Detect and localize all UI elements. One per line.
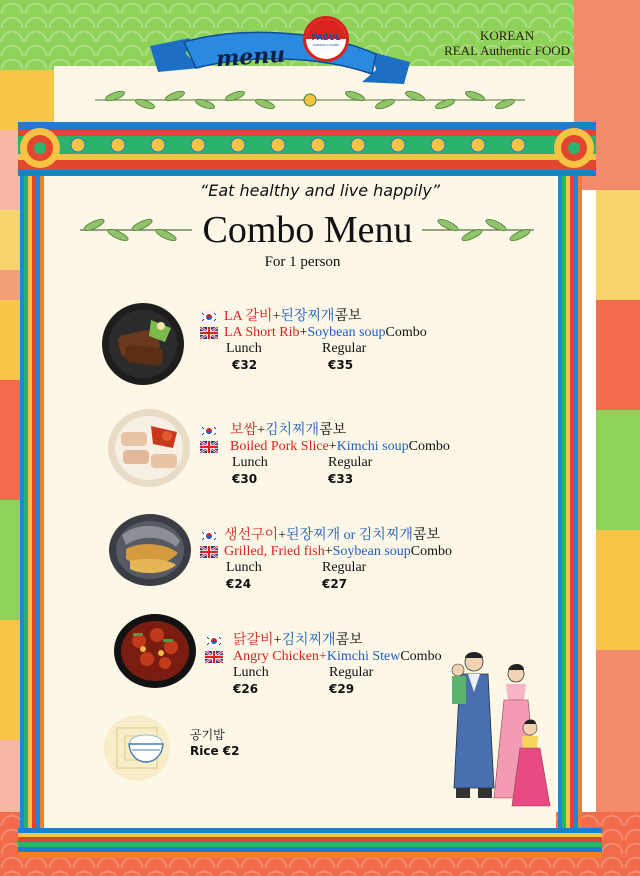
item-plus: +: [272, 309, 281, 324]
item-suffix-en: Combo: [385, 325, 427, 340]
slogan: “Eat healthy and live happily”: [199, 181, 441, 200]
item-suffix-en: Combo: [408, 439, 450, 454]
uk-flag-icon: [200, 441, 218, 453]
item-main-en: Grilled, Fried fish: [224, 544, 325, 559]
item-main-ko: 보쌈: [230, 423, 258, 438]
item-main-ko: 닭갈비: [233, 633, 274, 648]
item-plus: +: [299, 325, 308, 340]
lunch-label: Lunch: [226, 560, 262, 575]
bg-left-strip: [0, 500, 20, 620]
item-plus: +: [318, 649, 327, 664]
menu-item-la-galbi: [200, 309, 427, 373]
lunch-price: €32: [232, 358, 258, 372]
regular-price: €35: [328, 358, 354, 372]
korea-flag-icon: [205, 635, 223, 647]
item-main-en: Boiled Pork Slice: [230, 439, 329, 454]
price-labels: [200, 341, 427, 357]
dish-photo-grilled-fish: [108, 513, 192, 587]
left-pillar: [20, 176, 44, 840]
rice-price: Rice €2: [190, 744, 240, 758]
bg-right-strip: [596, 530, 640, 650]
bg-left-strip: [0, 380, 20, 500]
uk-flag-icon: [205, 651, 223, 663]
page-title: Combo Menu: [202, 209, 413, 251]
bg-left-strip: [0, 620, 20, 740]
item-english-name: [200, 325, 427, 341]
lunch-price: €30: [232, 472, 258, 486]
item-suffix-ko: 콤보: [412, 528, 440, 543]
brand-sub: KOREAN CUISINE: [313, 43, 339, 47]
korea-flag-icon: [200, 311, 218, 323]
brand-name: PABUL: [311, 33, 341, 42]
menu-item-grilled-fish: [200, 528, 452, 592]
item-suffix-en: Combo: [400, 649, 442, 664]
item-english-name: [200, 439, 450, 455]
item-english-name: [205, 649, 442, 665]
price-labels: [200, 455, 450, 471]
korean-family-illustration: [440, 648, 556, 816]
bg-left-strip: [0, 300, 20, 380]
dancheong-top-border: [18, 122, 596, 176]
item-main-en: Angry Chicken: [233, 649, 319, 664]
korea-flag-icon: [200, 530, 218, 542]
item-suffix-ko: 콤보: [319, 423, 347, 438]
regular-label: Regular: [322, 560, 367, 575]
item-korean-name: [205, 633, 442, 649]
item-side-en: Soybean soup: [307, 325, 386, 340]
item-main-ko: LA 갈비: [224, 309, 273, 324]
item-plus: +: [278, 528, 287, 543]
dish-photo-bossam: [107, 408, 191, 488]
right-pillar: [558, 176, 582, 840]
lunch-price: €26: [233, 682, 259, 696]
regular-label: Regular: [328, 455, 373, 470]
item-suffix-en: Combo: [410, 544, 453, 559]
item-english-name: [200, 544, 452, 560]
dish-photo-la-galbi: [101, 302, 185, 386]
price-values: [200, 576, 452, 592]
uk-flag-icon: [200, 546, 218, 558]
item-plus: +: [324, 544, 333, 559]
menu-label: menu: [215, 41, 287, 73]
price-labels: [205, 665, 442, 681]
regular-price: €29: [329, 682, 355, 696]
rice-korean: 공기밥: [190, 728, 225, 742]
regular-label: Regular: [329, 665, 374, 680]
item-main-ko: 생선구이: [224, 528, 279, 543]
item-side-en: Soybean soup: [332, 544, 411, 559]
item-main-en: LA Short Rib: [224, 325, 300, 340]
item-korean-name: [200, 528, 452, 544]
item-plus: +: [257, 423, 265, 438]
bg-left-strip: [0, 70, 54, 130]
item-korean-name: [200, 309, 427, 325]
price-values: [205, 681, 442, 697]
regular-price: €27: [322, 577, 348, 591]
rice-item: [190, 727, 239, 759]
item-side-ko: 된장찌개 or 김치찌개: [286, 528, 413, 543]
regular-label: Regular: [322, 341, 367, 356]
lunch-price: €24: [226, 577, 252, 591]
dancheong-bottom-border: [18, 828, 602, 858]
regular-price: €33: [328, 472, 354, 486]
tagline-line1: KOREAN: [479, 28, 535, 43]
bg-left-strip: [0, 270, 20, 300]
item-suffix-ko: 콤보: [334, 309, 362, 324]
item-plus: +: [328, 439, 337, 454]
page-subtitle: For 1 person: [264, 254, 341, 270]
bg-right-strip: [596, 410, 640, 530]
leaf-garland-icon: [95, 88, 525, 112]
price-labels: [200, 560, 452, 576]
korea-flag-icon: [200, 425, 218, 437]
bg-right-strip: [596, 300, 640, 410]
item-side-ko: 김치찌개: [281, 633, 336, 648]
item-side-en: Kimchi soup: [336, 439, 409, 454]
rice-bowl-icon: [96, 714, 178, 782]
lunch-label: Lunch: [232, 455, 268, 470]
lunch-label: Lunch: [233, 665, 269, 680]
item-korean-name: [200, 423, 450, 439]
tagline: [444, 28, 570, 58]
item-plus: +: [273, 633, 282, 648]
menu-item-dak-galbi: [205, 633, 442, 697]
item-suffix-ko: 콤보: [335, 633, 363, 648]
item-side-ko: 된장찌개: [280, 309, 335, 324]
dish-photo-dak-galbi: [113, 613, 197, 689]
brand-badge: [303, 16, 349, 62]
tagline-line2: REAL Authentic FOOD: [444, 43, 570, 58]
menu-item-bossam: [200, 423, 450, 487]
lunch-label: Lunch: [226, 341, 262, 356]
price-values: [200, 471, 450, 487]
price-values: [200, 357, 427, 373]
item-side-en: Kimchi Stew: [326, 649, 401, 664]
uk-flag-icon: [200, 327, 218, 339]
item-side-ko: 김치찌개: [264, 423, 320, 438]
